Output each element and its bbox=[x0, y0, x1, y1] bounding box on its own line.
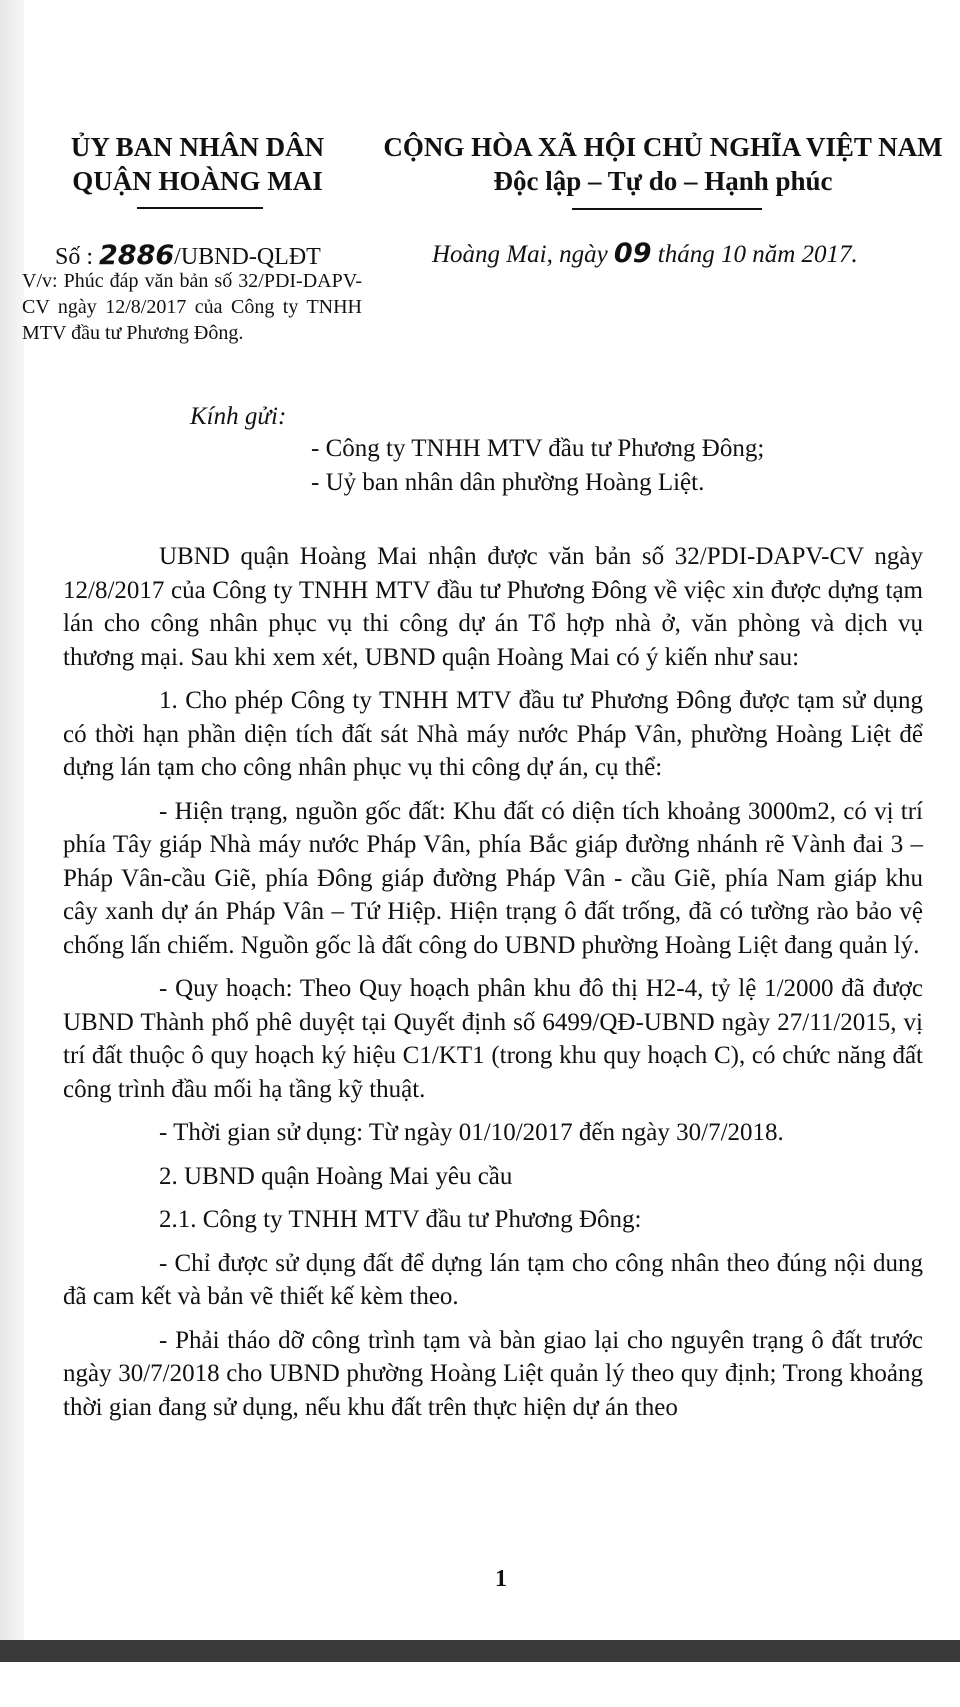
body-paragraph: - Chỉ được sử dụng đất để dựng lán tạm cho công nhân theo đúng nội dung đã cam kết và bản vẽ thiết kế kèm theo. bbox=[63, 1249, 923, 1310]
national-motto bbox=[378, 130, 948, 198]
handwritten-day: 09 bbox=[613, 238, 652, 269]
body-paragraph: UBND quận Hoàng Mai nhận được văn bản số 32/PDI-DAPV-CV ngày 12/8/2017 của Công ty TNHH MTV đầu tư Phương Đông về việc xin được dựng tạm lán cho công nhân phục vụ thi công dự án Tổ hợp nhà ở, văn phòng và dịch vụ thương mại. Sau khi xem xét, UBND quận Hoàng Mai có ý kiến như sau: bbox=[63, 543, 923, 671]
body-paragraph: - Thời gian sử dụng: Từ ngày 01/10/2017 đến ngày 30/7/2018. bbox=[159, 1119, 784, 1146]
nation-name: CỘNG HÒA XÃ HỘI CHỦ NGHĨA VIỆT NAM bbox=[383, 132, 943, 162]
addressee-item: - Uỷ ban nhân dân phường Hoàng Liệt. bbox=[311, 469, 705, 496]
scan-edge-shadow bbox=[0, 0, 24, 1660]
scan-bottom-edge bbox=[0, 1640, 960, 1662]
document-body bbox=[63, 540, 923, 1424]
page-number: 1 bbox=[495, 1566, 507, 1592]
issuing-authority bbox=[55, 130, 340, 198]
authority-line-2: QUẬN HOÀNG MAI bbox=[72, 166, 323, 196]
date-suffix: tháng 10 năm 2017. bbox=[657, 241, 858, 268]
number-suffix: /UBND-QLĐT bbox=[174, 244, 321, 270]
number-label: Số : bbox=[55, 244, 94, 270]
authority-underline bbox=[137, 207, 263, 209]
authority-line-1: ỦY BAN NHÂN DÂN bbox=[70, 132, 325, 162]
body-paragraph: - Hiện trạng, nguồn gốc đất: Khu đất có diện tích khoảng 3000m2, có vị trí phía Tây giáp Nhà máy nước Pháp Vân, phía Bắc giáp đường nhánh rẽ Vành đai 3 – Pháp Vân-cầu Giẽ, phía Đông giáp đường Pháp Vân - cầu Giẽ, phía Nam giáp khu cây xanh dự án Pháp Vân – Tứ Hiệp. Hiện trạng ô đất trống, đã có tường rào bảo vệ chống lấn chiếm. Nguồn gốc là đất công do UBND phường Hoàng Liệt đang quản lý. bbox=[63, 797, 923, 959]
scan-margin bbox=[0, 1662, 960, 1707]
motto-underline bbox=[572, 208, 762, 210]
addressee-label: Kính gửi: bbox=[190, 403, 287, 430]
body-paragraph: - Quy hoạch: Theo Quy hoạch phân khu đô thị H2-4, tỷ lệ 1/2000 đã được UBND Thành phố phê duyệt tại Quyết định số 6499/QĐ-UBND ngày 27/11/2015, vị trí đất thuộc ô quy hoạch ký hiệu C1/KT1 (trong khu quy hoạch C), có chức năng đất công trình đầu mối hạ tầng kỹ thuật. bbox=[63, 975, 923, 1103]
body-paragraph: 2.1. Công ty TNHH MTV đầu tư Phương Đông: bbox=[159, 1206, 642, 1233]
subject-line: V/v: Phúc đáp văn bản số 32/PDI-DAPV-CV ngày 12/8/2017 của Công ty TNHH MTV đầu tư Phương Đông. bbox=[22, 270, 362, 344]
date-prefix: Hoàng Mai, ngày bbox=[432, 241, 608, 268]
date-line bbox=[432, 238, 858, 269]
handwritten-number: 2886 bbox=[99, 240, 175, 271]
addressee-item: - Công ty TNHH MTV đầu tư Phương Đông; bbox=[311, 435, 765, 462]
motto: Độc lập – Tự do – Hạnh phúc bbox=[493, 166, 833, 196]
document-number bbox=[55, 240, 321, 271]
body-paragraph: - Phải tháo dỡ công trình tạm và bàn giao lại cho nguyên trạng ô đất trước ngày 30/7/2018 cho UBND phường Hoàng Liệt quản lý theo quy định; Trong khoảng thời gian đang sử dụng, nếu khu đất trên thực hiện dự án theo bbox=[63, 1326, 923, 1421]
body-paragraph: 2. UBND quận Hoàng Mai yêu cầu bbox=[159, 1162, 513, 1190]
body-paragraph: 1. Cho phép Công ty TNHH MTV đầu tư Phương Đông được tạm sử dụng có thời hạn phần diện tích đất sát Nhà máy nước Pháp Vân, phường Hoàng Liệt để dựng lán tạm cho công nhân phục vụ thi công dự án, cụ thể: bbox=[63, 687, 923, 781]
